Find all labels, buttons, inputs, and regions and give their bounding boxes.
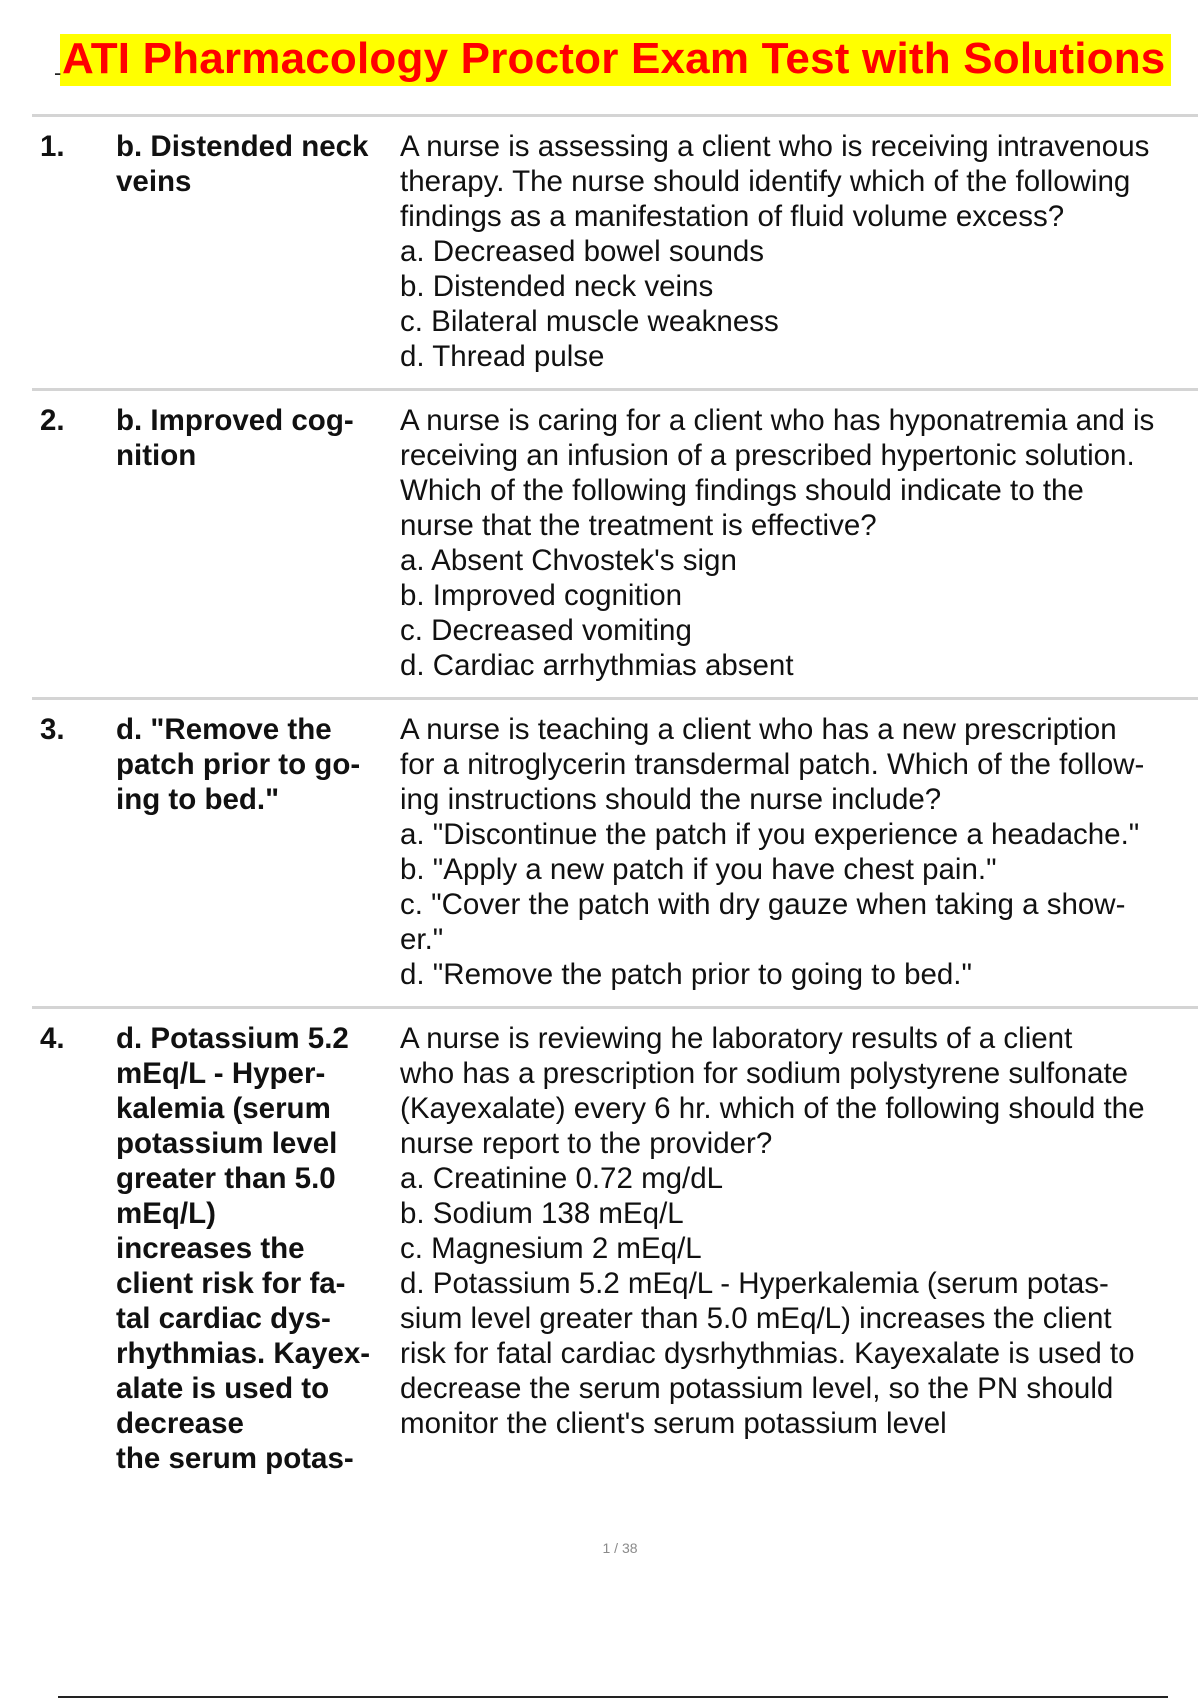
- answer-line: patch prior to go-: [116, 748, 361, 781]
- question-line: A nurse is assessing a client who is receiving intravenous: [400, 130, 1150, 163]
- answer-line: d. "Remove the: [116, 713, 332, 746]
- question-line: d. "Remove the patch prior to going to bed.": [400, 958, 972, 991]
- question-line: b. Distended neck veins: [400, 270, 714, 303]
- answer-line: greater than 5.0: [116, 1162, 336, 1195]
- qa-row: [32, 697, 1198, 1006]
- answer-text: [116, 403, 398, 683]
- answer-line: b. Improved cog-: [116, 404, 354, 437]
- qa-row: [32, 388, 1198, 697]
- answer-line: veins: [116, 165, 192, 198]
- qa-row: [32, 1006, 1198, 1490]
- question-line: er.": [400, 923, 444, 956]
- question-line: risk for fatal cardiac dysrhythmias. Kayexalate is used to: [400, 1337, 1135, 1370]
- answer-line: alate is used to: [116, 1372, 330, 1405]
- question-line: a. Absent Chvostek's sign: [400, 544, 737, 577]
- answer-line: decrease: [116, 1407, 244, 1440]
- question-line: A nurse is teaching a client who has a new prescription: [400, 713, 1117, 746]
- question-line: decrease the serum potassium level, so the PN should: [400, 1372, 1114, 1405]
- question-number: 4.: [40, 1022, 65, 1055]
- answer-line: the serum potas-: [116, 1442, 354, 1475]
- question-line: a. Decreased bowel sounds: [400, 235, 765, 268]
- question-line: nurse that the treatment is effective?: [400, 509, 877, 542]
- question-line: ing instructions should the nurse include?: [400, 783, 942, 816]
- question-list: [32, 114, 1198, 1490]
- page-header: [54, 34, 1171, 86]
- question-line: d. Potassium 5.2 mEq/L - Hyperkalemia (serum potas-: [400, 1267, 1109, 1300]
- page-title: ATI Pharmacology Proctor Exam Test with Solutions: [60, 34, 1171, 86]
- question-line: nurse report to the provider?: [400, 1127, 773, 1160]
- qa-row: [32, 114, 1198, 388]
- question-line: b. Improved cognition: [400, 579, 683, 612]
- question-line: c. Decreased vomiting: [400, 614, 692, 647]
- question-line: who has a prescription for sodium polystyrene sulfonate: [400, 1057, 1129, 1090]
- question-line: therapy. The nurse should identify which of the following: [400, 165, 1131, 198]
- answer-text: [116, 129, 398, 374]
- answer-line: d. Potassium 5.2: [116, 1022, 349, 1055]
- answer-line: rhythmias. Kayex-: [116, 1337, 371, 1370]
- answer-line: kalemia (serum: [116, 1092, 331, 1125]
- answer-line: nition: [116, 439, 197, 472]
- answer-line: client risk for fa-: [116, 1267, 346, 1300]
- question-line: c. Bilateral muscle weakness: [400, 305, 779, 338]
- question-text: [398, 1021, 1198, 1476]
- question-line: Which of the following findings should indicate to the: [400, 474, 1084, 507]
- question-number: 3.: [40, 713, 65, 746]
- question-number: 2.: [40, 404, 65, 437]
- page-indicator: 1 / 38: [602, 1540, 638, 1556]
- answer-line: mEq/L): [116, 1197, 216, 1230]
- question-line: (Kayexalate) every 6 hr. which of the following should the: [400, 1092, 1145, 1125]
- question-line: A nurse is caring for a client who has hyponatremia and is: [400, 404, 1155, 437]
- answer-line: b. Distended neck: [116, 130, 369, 163]
- footer-divider: [58, 1696, 1168, 1698]
- question-number: 1.: [40, 130, 65, 163]
- title-dash: -: [54, 60, 62, 85]
- question-line: b. Sodium 138 mEq/L: [400, 1197, 684, 1230]
- question-line: b. "Apply a new patch if you have chest pain.": [400, 853, 997, 886]
- answer-text: [116, 1021, 398, 1476]
- answer-line: tal cardiac dys-: [116, 1302, 331, 1335]
- question-line: d. Thread pulse: [400, 340, 605, 373]
- question-line: d. Cardiac arrhythmias absent: [400, 649, 794, 682]
- question-line: monitor the client's serum potassium level: [400, 1407, 947, 1440]
- question-text: [398, 403, 1198, 683]
- question-line: receiving an infusion of a prescribed hypertonic solution.: [400, 439, 1135, 472]
- answer-text: [116, 712, 398, 992]
- question-line: findings as a manifestation of fluid volume excess?: [400, 200, 1065, 233]
- question-text: [398, 129, 1198, 374]
- question-line: c. "Cover the patch with dry gauze when taking a show-: [400, 888, 1126, 921]
- question-line: A nurse is reviewing he laboratory results of a client: [400, 1022, 1073, 1055]
- answer-line: mEq/L - Hyper-: [116, 1057, 326, 1090]
- question-text: [398, 712, 1198, 992]
- answer-line: potassium level: [116, 1127, 338, 1160]
- question-line: a. Creatinine 0.72 mg/dL: [400, 1162, 724, 1195]
- question-line: a. "Discontinue the patch if you experience a headache.": [400, 818, 1140, 851]
- question-line: sium level greater than 5.0 mEq/L) increases the client: [400, 1302, 1112, 1335]
- answer-line: increases the: [116, 1232, 305, 1265]
- question-line: c. Magnesium 2 mEq/L: [400, 1232, 702, 1265]
- answer-line: ing to bed.": [116, 783, 280, 816]
- question-line: for a nitroglycerin transdermal patch. Which of the follow-: [400, 748, 1145, 781]
